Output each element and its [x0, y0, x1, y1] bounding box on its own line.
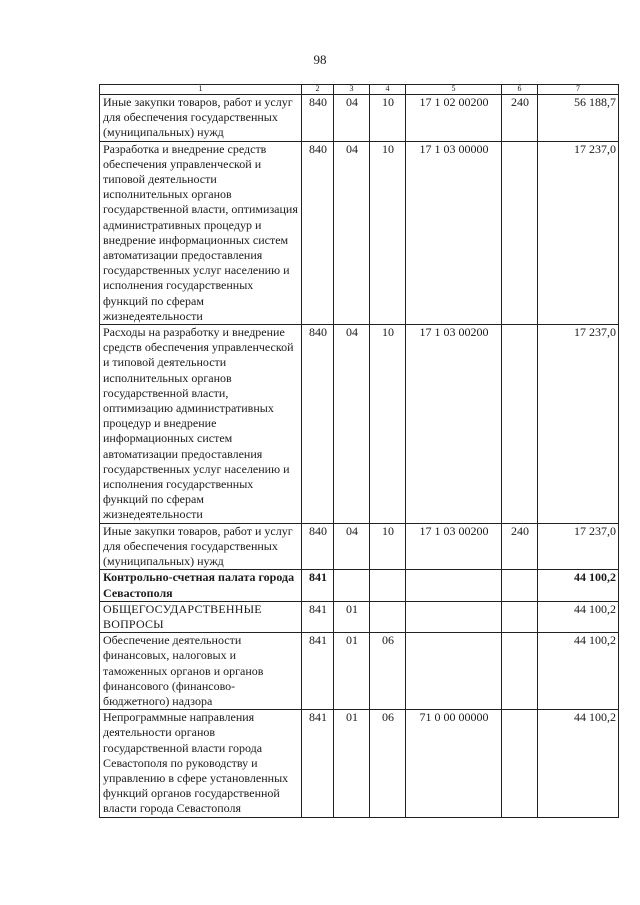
subsection-code-cell: 10 — [370, 523, 406, 570]
amount-cell: 44 100,2 — [538, 601, 619, 632]
row-name-cell: Контрольно-счетная палата города Севастополя — [100, 570, 302, 601]
table-row — [100, 570, 619, 601]
row-name-cell: Расходы на разработку и внедрение средств обеспечения управленческой и типовой деятельности исполнительных органов государственной власти, оптимизацию административных процедур и внедрение информационных систем автоматизации предоставления государственных услуг населению и исполнения государственных функций по сферам жизнедеятельности — [100, 325, 302, 524]
subsection-code-cell: 06 — [370, 710, 406, 817]
section-code-cell: 01 — [334, 601, 370, 632]
section-code-cell: 04 — [334, 523, 370, 570]
column-header: 4 — [370, 85, 406, 95]
column-number-row — [100, 85, 619, 95]
expense-type-cell — [502, 633, 538, 710]
expense-type-cell: 240 — [502, 523, 538, 570]
target-article-cell — [406, 633, 502, 710]
ved-code-cell: 840 — [302, 523, 334, 570]
table-row — [100, 141, 619, 324]
column-header: 1 — [100, 85, 302, 95]
expense-type-cell — [502, 141, 538, 324]
ved-code-cell: 841 — [302, 570, 334, 601]
section-code-cell: 01 — [334, 633, 370, 710]
target-article-cell: 17 1 03 00000 — [406, 141, 502, 324]
row-name-cell: Разработка и внедрение средств обеспечения управленческой и типовой деятельности исполнительных органов государственной власти, оптимизация административных процедур и внедрение информационных систем автоматизации предоставления государственных услуг населению и исполнения государственных функций по сферам жизнедеятельности — [100, 141, 302, 324]
expense-type-cell: 240 — [502, 95, 538, 142]
section-code-cell: 04 — [334, 141, 370, 324]
expense-type-cell — [502, 710, 538, 817]
subsection-code-cell — [370, 601, 406, 632]
subsection-code-cell: 10 — [370, 325, 406, 524]
amount-cell: 17 237,0 — [538, 141, 619, 324]
column-header: 6 — [502, 85, 538, 95]
amount-cell: 44 100,2 — [538, 710, 619, 817]
table-row — [100, 601, 619, 632]
target-article-cell: 17 1 03 00200 — [406, 325, 502, 524]
section-code-cell: 01 — [334, 710, 370, 817]
expense-type-cell — [502, 601, 538, 632]
amount-cell: 44 100,2 — [538, 570, 619, 601]
table-row — [100, 633, 619, 710]
ved-code-cell: 840 — [302, 325, 334, 524]
ved-code-cell: 841 — [302, 633, 334, 710]
table-row — [100, 710, 619, 817]
section-code-cell: 04 — [334, 95, 370, 142]
page-number: 98 — [313, 52, 327, 67]
expense-type-cell — [502, 570, 538, 601]
amount-cell: 56 188,7 — [538, 95, 619, 142]
target-article-cell — [406, 601, 502, 632]
row-name-cell: ОБЩЕГОСУДАРСТВЕННЫЕ ВОПРОСЫ — [100, 601, 302, 632]
section-code-cell — [334, 570, 370, 601]
column-header: 5 — [406, 85, 502, 95]
row-name-cell: Иные закупки товаров, работ и услуг для обеспечения государственных (муниципальных) нужд — [100, 523, 302, 570]
ved-code-cell: 840 — [302, 95, 334, 142]
target-article-cell: 17 1 02 00200 — [406, 95, 502, 142]
column-header: 7 — [538, 85, 619, 95]
row-name-cell: Иные закупки товаров, работ и услуг для обеспечения государственных (муниципальных) нужд — [100, 95, 302, 142]
column-header: 3 — [334, 85, 370, 95]
target-article-cell — [406, 570, 502, 601]
ved-code-cell: 841 — [302, 601, 334, 632]
ved-code-cell: 840 — [302, 141, 334, 324]
subsection-code-cell: 10 — [370, 95, 406, 142]
column-header: 2 — [302, 85, 334, 95]
ved-code-cell: 841 — [302, 710, 334, 817]
expense-type-cell — [502, 325, 538, 524]
budget-table — [99, 84, 619, 818]
section-code-cell: 04 — [334, 325, 370, 524]
amount-cell: 17 237,0 — [538, 523, 619, 570]
amount-cell: 44 100,2 — [538, 633, 619, 710]
target-article-cell: 17 1 03 00200 — [406, 523, 502, 570]
table-row — [100, 325, 619, 524]
table-row — [100, 523, 619, 570]
row-name-cell: Непрограммные направления деятельности органов государственной власти города Севастополя по руководству и управлению в сфере установленных функций органов государственной власти города Севастополя — [100, 710, 302, 817]
subsection-code-cell — [370, 570, 406, 601]
subsection-code-cell: 06 — [370, 633, 406, 710]
subsection-code-cell: 10 — [370, 141, 406, 324]
target-article-cell: 71 0 00 00000 — [406, 710, 502, 817]
row-name-cell: Обеспечение деятельности финансовых, налоговых и таможенных органов и органов финансового (финансово-бюджетного) надзора — [100, 633, 302, 710]
table-row — [100, 95, 619, 142]
amount-cell: 17 237,0 — [538, 325, 619, 524]
